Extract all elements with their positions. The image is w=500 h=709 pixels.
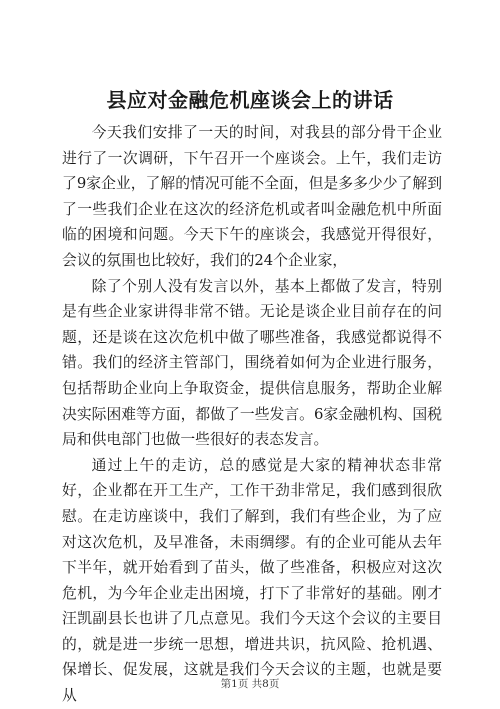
paragraph: 除了个别人没有发言以外，基本上都做了发言，特别是有些企业家讲得非常不错。无论是谈企业目前存在的问题，还是谈在这次危机中做了哪些准备，我感觉都说得不错。我们的经济主管部门，围绕着如何为企业进行服务，包括帮助企业向上争取资金，提供信息服务，帮助企业解决实际困难等方面，都做了一些发言。6家金融机构、国税局和供电部门也做一些很好的表态发言。: [62, 277, 442, 449]
page-number-footer: 第1页 共8页: [220, 678, 280, 690]
paragraph: 通过上午的走访，总的感觉是大家的精神状态非常好，企业都在开工生产，工作干劲非常足，我们感到很欣慰。在走访座谈中，我们了解到，我们有些企业，为了应对这次危机，及早准备，未雨绸缪。有的企业可能从去年下半年，就开始看到了苗头，做了些准备，积极应对这次危机，为今年企业走出困境，打下了非常好的基础。刚才汪凯副县长也讲了几点意见。我们今天这个会议的主要目的，就是进一步统一思想，增进共识，抗风险、抢机遇、保增长、促发展，这就是我们今天会议的主题，也就是要从: [62, 456, 442, 705]
paragraph: 今天我们安排了一天的时间，对我县的部分骨干企业进行了一次调研，下午召开一个座谈会。上午，我们走访了9家企业，了解的情况可能不全面，但是多多少少了解到了一些我们企业在这次的经济危机或者叫金融危机中所面临的困境和问题。今天下午的座谈会，我感觉开得很好，会议的氛围也比较好，我们的24个企业家，: [62, 124, 442, 269]
document-title: 县应对金融危机座谈会上的讲话: [106, 88, 394, 112]
document-body: [62, 120, 442, 709]
